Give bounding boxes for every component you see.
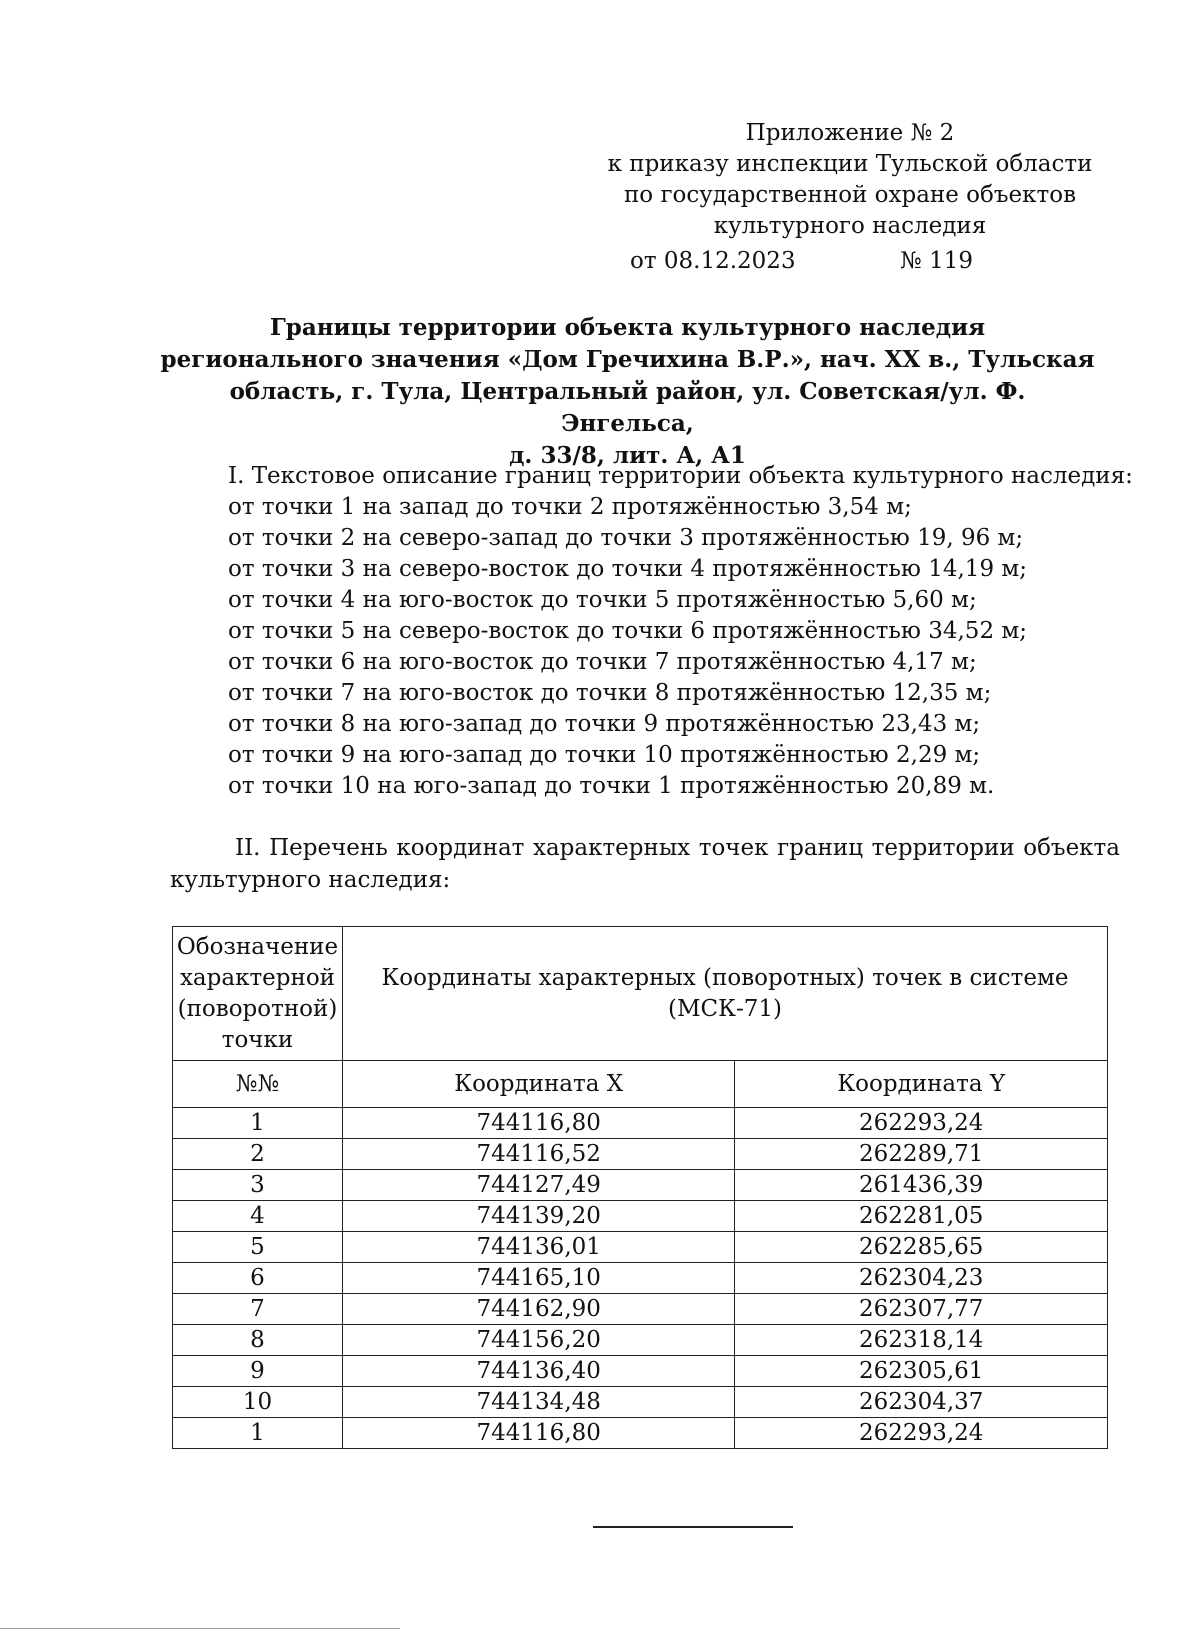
annex-order-ref: к приказу инспекции Тульской области: [607, 151, 1093, 177]
x-value: 744165,10: [342, 1263, 734, 1294]
point-number: 6: [173, 1263, 343, 1294]
title-line-3: область, г. Тула, Центральный район, ул. Советская/ул. Ф. Энгельса,: [229, 378, 1026, 437]
table-row: [173, 1356, 1108, 1387]
point-designation-header: Обозначение характерной (поворотной) точки: [173, 927, 343, 1061]
section1-heading: I. Текстовое описание границ территории объекта культурного наследия:: [228, 463, 1133, 489]
point-number: 8: [173, 1325, 343, 1356]
boundary-segment: от точки 2 на северо-запад до точки 3 протяжённостью 19, 96 м;: [228, 525, 1024, 551]
table-row: [173, 1325, 1108, 1356]
coordinates-system-header: Координаты характерных (поворотных) точек в системе (МСК-71): [342, 927, 1107, 1061]
point-number: 9: [173, 1356, 343, 1387]
section2-line-1: II. Перечень координат характерных точек границ территории объекта: [235, 835, 1120, 861]
section2-heading: [170, 832, 1120, 896]
x-value: 744134,48: [342, 1387, 734, 1418]
y-value: 262307,77: [735, 1294, 1108, 1325]
order-number: № 119: [900, 248, 973, 274]
point-number: 1: [173, 1108, 343, 1139]
boundary-segment: от точки 8 на юго-запад до точки 9 протяжённостью 23,43 м;: [228, 711, 981, 737]
table-row: [173, 1108, 1108, 1139]
table-row: [173, 1232, 1108, 1263]
y-value: 262281,05: [735, 1201, 1108, 1232]
y-value: 262318,14: [735, 1325, 1108, 1356]
point-number: 5: [173, 1232, 343, 1263]
boundary-segment: от точки 10 на юго-запад до точки 1 протяжённостью 20,89 м.: [228, 773, 995, 799]
section2-line-2: культурного наследия:: [170, 867, 451, 893]
end-divider: [593, 1526, 793, 1528]
boundary-segment: от точки 1 на запад до точки 2 протяжённостью 3,54 м;: [228, 494, 912, 520]
point-number: 2: [173, 1139, 343, 1170]
x-value: 744136,01: [342, 1232, 734, 1263]
title-line-1: Границы территории объекта культурного наследия: [269, 314, 986, 341]
table-row: [173, 1387, 1108, 1418]
boundary-segment: от точки 6 на юго-восток до точки 7 протяжённостью 4,17 м;: [228, 649, 977, 675]
x-value: 744136,40: [342, 1356, 734, 1387]
boundary-segment: от точки 5 на северо-восток до точки 6 протяжённостью 34,52 м;: [228, 618, 1028, 644]
point-number: 10: [173, 1387, 343, 1418]
table-row: [173, 1294, 1108, 1325]
boundary-segment: от точки 7 на юго-восток до точки 8 протяжённостью 12,35 м;: [228, 680, 992, 706]
y-value: 261436,39: [735, 1170, 1108, 1201]
table-row: [173, 1201, 1108, 1232]
y-coordinate-header: Координата Y: [735, 1061, 1108, 1108]
title-line-4: д. 33/8, лит. А, А1: [509, 442, 746, 469]
table-row: [173, 1139, 1108, 1170]
document-title: [160, 312, 1095, 472]
x-coordinate-header: Координата X: [342, 1061, 734, 1108]
order-date: от 08.12.2023: [630, 248, 796, 274]
y-value: 262304,23: [735, 1263, 1108, 1294]
y-value: 262293,24: [735, 1418, 1108, 1449]
x-value: 744116,80: [342, 1418, 734, 1449]
boundary-description: [228, 461, 1133, 802]
annex-order-ref-3: культурного наследия: [713, 213, 987, 239]
table-header-row: [173, 927, 1108, 1061]
number-header: №№: [173, 1061, 343, 1108]
table-row: [173, 1263, 1108, 1294]
scan-edge-line: [0, 1628, 400, 1629]
x-value: 744156,20: [342, 1325, 734, 1356]
x-value: 744116,80: [342, 1108, 734, 1139]
table-subheader-row: [173, 1061, 1108, 1108]
annex-title: Приложение № 2: [745, 120, 955, 146]
y-value: 262304,37: [735, 1387, 1108, 1418]
boundary-segment: от точки 9 на юго-запад до точки 10 протяжённостью 2,29 м;: [228, 742, 981, 768]
coordinates-table: [172, 926, 1108, 1449]
boundary-segment: от точки 3 на северо-восток до точки 4 протяжённостью 14,19 м;: [228, 556, 1028, 582]
y-value: 262285,65: [735, 1232, 1108, 1263]
x-value: 744162,90: [342, 1294, 734, 1325]
point-number: 7: [173, 1294, 343, 1325]
table-row: [173, 1170, 1108, 1201]
y-value: 262305,61: [735, 1356, 1108, 1387]
title-line-2: регионального значения «Дом Гречихина В.Р.», нач. XX в., Тульская: [160, 346, 1095, 373]
y-value: 262289,71: [735, 1139, 1108, 1170]
boundary-segment: от точки 4 на юго-восток до точки 5 протяжённостью 5,60 м;: [228, 587, 977, 613]
annex-order-ref-2: по государственной охране объектов: [623, 182, 1077, 208]
x-value: 744139,20: [342, 1201, 734, 1232]
x-value: 744116,52: [342, 1139, 734, 1170]
x-value: 744127,49: [342, 1170, 734, 1201]
table-row: [173, 1418, 1108, 1449]
point-number: 1: [173, 1418, 343, 1449]
y-value: 262293,24: [735, 1108, 1108, 1139]
order-date-line: [600, 246, 1100, 277]
annex-block: [600, 118, 1100, 277]
point-number: 4: [173, 1201, 343, 1232]
point-number: 3: [173, 1170, 343, 1201]
